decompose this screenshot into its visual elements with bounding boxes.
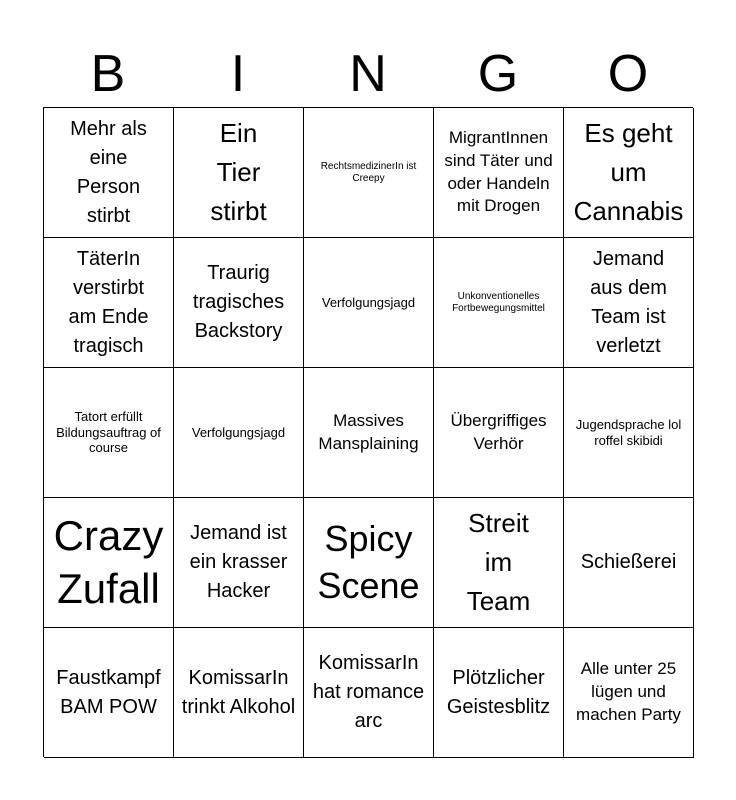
bingo-cell[interactable]: Verfolgungsjagd <box>174 368 304 498</box>
bingo-cell[interactable]: Plötzlicher Geistesblitz <box>434 628 564 758</box>
bingo-cell[interactable]: Streit im Team <box>434 498 564 628</box>
bingo-cell[interactable]: Schießerei <box>564 498 694 628</box>
bingo-cell[interactable]: Jugendsprache lol roffel skibidi <box>564 368 694 498</box>
bingo-cell[interactable]: Ein Tier stirbt <box>174 108 304 238</box>
bingo-grid <box>43 107 693 757</box>
bingo-cell[interactable]: Faustkampf BAM POW <box>44 628 174 758</box>
header-letter-b: B <box>90 45 126 103</box>
bingo-cell[interactable]: Traurig tragisches Backstory <box>174 238 304 368</box>
bingo-cell[interactable]: Crazy Zufall <box>44 498 174 628</box>
bingo-cell[interactable]: MigrantInnen sind Täter und oder Handeln mit Drogen <box>434 108 564 238</box>
bingo-cell[interactable]: Es geht um Cannabis <box>564 108 694 238</box>
header-letter-g: G <box>477 45 519 103</box>
bingo-cell[interactable]: Tatort erfüllt Bildungsauftrag of course <box>44 368 174 498</box>
bingo-cell[interactable]: Mehr als eine Person stirbt <box>44 108 174 238</box>
bingo-header <box>43 40 693 108</box>
bingo-cell[interactable]: Übergriffiges Verhör <box>434 368 564 498</box>
bingo-cell[interactable]: KomissarIn hat romance arc <box>304 628 434 758</box>
bingo-cell[interactable]: KomissarIn trinkt Alkohol <box>174 628 304 758</box>
bingo-cell[interactable]: Alle unter 25 lügen und machen Party <box>564 628 694 758</box>
header-letter-i: I <box>230 45 246 103</box>
bingo-cell[interactable]: Spicy Scene <box>304 498 434 628</box>
header-letter-n: N <box>349 45 387 103</box>
bingo-cell[interactable]: Jemand aus dem Team ist verletzt <box>564 238 694 368</box>
bingo-cell[interactable]: Unkonventionelles Fortbewegungsmittel <box>434 238 564 368</box>
bingo-cell[interactable]: TäterIn verstirbt am Ende tragisch <box>44 238 174 368</box>
header-letter-o: O <box>607 45 649 103</box>
bingo-cell[interactable]: RechtsmedizinerIn ist Creepy <box>304 108 434 238</box>
bingo-cell[interactable]: Verfolgungsjagd <box>304 238 434 368</box>
bingo-cell[interactable]: Jemand ist ein krasser Hacker <box>174 498 304 628</box>
bingo-cell[interactable]: Massives Mansplaining <box>304 368 434 498</box>
